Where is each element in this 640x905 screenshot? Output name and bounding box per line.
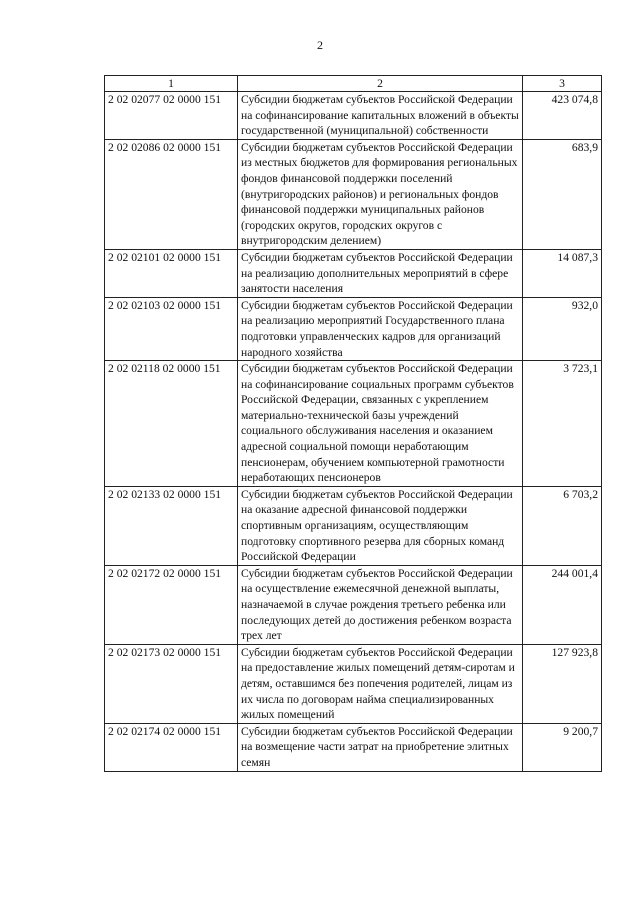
amount-value: 423 074,8 [523,92,602,140]
table-row [105,565,602,644]
revenue-description: Субсидии бюджетам субъектов Российской Федерации на осуществление ежемесячной денежной выплаты, назначаемой в случае рождения третьего ребенка или последующих детей до достижения ребенком возраста трех лет [238,565,523,644]
classification-code: 2 02 02077 02 0000 151 [105,92,238,140]
table-header-row [105,76,602,92]
revenue-description: Субсидии бюджетам субъектов Российской Федерации на возмещение части затрат на приобретение элитных семян [238,723,523,771]
budget-revenue-table [104,75,602,772]
column-header-1: 1 [105,76,238,92]
revenue-description: Субсидии бюджетам субъектов Российской Федерации на софинансирование социальных программ субъектов Российской Федерации, связанных с укреплением материально-технической базы учреждений социального обслуживания населения и оказанием адресной социальной помощи неработающим пенсионерам, обучением компьютерной грамотности неработающих пенсионеров [238,361,523,487]
revenue-description: Субсидии бюджетам субъектов Российской Федерации на предоставление жилых помещений детям-сиротам и детям, оставшимся без попечения родителей, лицам из их числа по договорам найма специализированных жилых помещений [238,644,523,723]
revenue-description: Субсидии бюджетам субъектов Российской Федерации на оказание адресной финансовой поддержки спортивным организациям, осуществляющим подготовку спортивного резерва для сборных команд Российской Федерации [238,486,523,565]
amount-value: 3 723,1 [523,361,602,487]
amount-value: 9 200,7 [523,723,602,771]
classification-code: 2 02 02174 02 0000 151 [105,723,238,771]
classification-code: 2 02 02133 02 0000 151 [105,486,238,565]
table-row [105,486,602,565]
page-number: 2 [317,38,323,52]
table-row [105,361,602,487]
classification-code: 2 02 02118 02 0000 151 [105,361,238,487]
revenue-description: Субсидии бюджетам субъектов Российской Федерации на реализацию мероприятий Государственного плана подготовки управленческих кадров для организаций народного хозяйства [238,297,523,360]
classification-code: 2 02 02173 02 0000 151 [105,644,238,723]
classification-code: 2 02 02101 02 0000 151 [105,249,238,297]
table-row [105,249,602,297]
table-row [105,139,602,249]
amount-value: 14 087,3 [523,249,602,297]
table-row [105,297,602,360]
amount-value: 6 703,2 [523,486,602,565]
revenue-description: Субсидии бюджетам субъектов Российской Федерации на софинансирование капитальных вложений в объекты государственной (муниципальной) собственности [238,92,523,140]
table-row [105,92,602,140]
table-row [105,644,602,723]
amount-value: 932,0 [523,297,602,360]
amount-value: 244 001,4 [523,565,602,644]
amount-value: 683,9 [523,139,602,249]
revenue-description: Субсидии бюджетам субъектов Российской Федерации на реализацию дополнительных мероприятий в сфере занятости населения [238,249,523,297]
amount-value: 127 923,8 [523,644,602,723]
classification-code: 2 02 02086 02 0000 151 [105,139,238,249]
column-header-3: 3 [523,76,602,92]
classification-code: 2 02 02172 02 0000 151 [105,565,238,644]
column-header-2: 2 [238,76,523,92]
classification-code: 2 02 02103 02 0000 151 [105,297,238,360]
revenue-description: Субсидии бюджетам субъектов Российской Федерации из местных бюджетов для формирования региональных фондов финансовой поддержки поселений (внутригородских районов) и региональных фондов финансовой поддержки муниципальных районов (городских округов, городских округов с внутригородским делением) [238,139,523,249]
table-row [105,723,602,771]
